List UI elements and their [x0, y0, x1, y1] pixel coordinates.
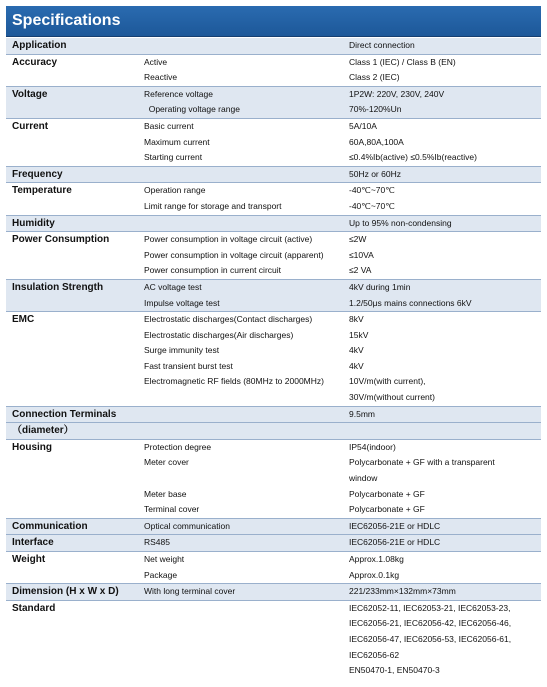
parameter-cell	[144, 406, 349, 423]
spec-row	[6, 328, 541, 344]
spec-row	[6, 135, 541, 151]
spec-row	[6, 70, 541, 86]
spec-row	[6, 535, 541, 552]
value-cell: Polycarbonate + GF	[349, 504, 425, 515]
category-cell: Communication	[6, 518, 144, 535]
category-cell: Standard	[6, 600, 144, 616]
category-cell	[6, 663, 144, 679]
value-cell: 5A/10A	[349, 118, 541, 134]
value-cell: -40℃~70℃	[349, 200, 395, 211]
spec-row	[6, 568, 541, 584]
parameter-cell: Meter base	[144, 488, 187, 499]
spec-row	[6, 199, 541, 215]
spec-row	[6, 600, 541, 616]
parameter-cell: Active	[144, 54, 349, 70]
value-cell: Polycarbonate + GF with a transparent	[349, 457, 495, 468]
value-cell: 4kV	[349, 360, 364, 371]
spec-row	[6, 215, 541, 232]
parameter-cell: Operating voltage range	[144, 102, 349, 118]
parameter-cell	[144, 215, 349, 232]
section-header	[6, 6, 541, 37]
spec-row	[6, 584, 541, 600]
parameter-cell: RS485	[144, 535, 349, 552]
spec-row	[6, 102, 541, 118]
category-cell: Insulation Strength	[6, 279, 144, 295]
value-cell: 9.5mm	[349, 406, 541, 423]
value-cell: ≤2 VA	[349, 265, 372, 276]
value-cell: -40℃~70℃	[349, 183, 541, 199]
value-cell: 15kV	[349, 329, 369, 340]
parameter-cell	[144, 38, 349, 54]
parameter-cell	[144, 648, 349, 664]
category-cell: Temperature	[6, 183, 144, 199]
category-cell: EMC	[6, 312, 144, 328]
spec-row	[6, 663, 541, 679]
category-cell	[6, 502, 144, 518]
parameter-cell: Net weight	[144, 552, 349, 568]
spec-row	[6, 38, 541, 54]
category-cell: Application	[6, 38, 144, 54]
category-cell	[6, 199, 144, 215]
category-cell: Weight	[6, 552, 144, 568]
parameter-cell: Limit range for storage and transport	[144, 200, 282, 211]
parameter-cell: Power consumption in voltage circuit (apparent)	[144, 249, 324, 260]
value-cell: 50Hz or 60Hz	[349, 166, 541, 183]
category-cell: Housing	[6, 439, 144, 455]
parameter-cell: Fast transient burst test	[144, 360, 233, 371]
value-cell: 70%-120%Un	[349, 102, 541, 118]
value-cell: IEC62056-47, IEC62056-53, IEC62056-61,	[349, 633, 512, 644]
spec-row	[6, 183, 541, 199]
spec-row	[6, 312, 541, 328]
section-title: Specifications	[12, 12, 121, 29]
spec-row	[6, 166, 541, 183]
parameter-cell: Terminal cover	[144, 504, 200, 515]
parameter-cell: Reactive	[144, 72, 178, 83]
parameter-cell	[144, 632, 349, 648]
spec-row	[6, 232, 541, 248]
category-cell: Accuracy	[6, 54, 144, 70]
parameter-cell: Maximum current	[144, 136, 210, 147]
parameter-cell	[144, 600, 349, 616]
parameter-cell: Electromagnetic RF fields (80MHz to 2000MHz)	[144, 376, 324, 387]
spec-row	[6, 648, 541, 664]
category-cell	[6, 328, 144, 344]
value-cell: IEC62056-21E or HDLC	[349, 535, 541, 552]
value-cell: IEC62056-21E or HDLC	[349, 518, 541, 535]
value-cell: 1P2W: 220V, 230V, 240V	[349, 86, 541, 102]
value-cell: 10V/m(with current),	[349, 376, 426, 387]
spec-row	[6, 390, 541, 406]
parameter-cell: Basic current	[144, 118, 349, 134]
category-cell: Voltage	[6, 86, 144, 102]
category-cell: Current	[6, 118, 144, 134]
spec-row	[6, 359, 541, 375]
parameter-cell	[144, 616, 349, 632]
parameter-cell: Reference voltage	[144, 86, 349, 102]
parameter-cell: Impulse voltage test	[144, 296, 349, 312]
value-cell: Up to 95% non-condensing	[349, 215, 541, 232]
value-cell: Class 1 (IEC) / Class B (EN)	[349, 54, 541, 70]
value-cell: Approx.1.08kg	[349, 552, 541, 568]
parameter-cell: AC voltage test	[144, 279, 349, 295]
spec-row	[6, 552, 541, 568]
parameter-cell	[144, 663, 349, 679]
category-cell	[6, 359, 144, 375]
parameter-cell: Starting current	[144, 152, 203, 163]
category-cell	[6, 374, 144, 390]
category-cell	[6, 135, 144, 151]
category-cell	[6, 568, 144, 584]
spec-row	[6, 455, 541, 471]
value-cell: 4kV during 1min	[349, 279, 541, 295]
value-cell	[349, 423, 541, 440]
value-cell: 60A,80A,100A	[349, 136, 404, 147]
value-cell: ≤2W	[349, 232, 541, 248]
value-cell: Direct connection	[349, 38, 541, 54]
spec-table	[6, 38, 541, 679]
parameter-cell: With long terminal cover	[144, 584, 349, 600]
category-cell: Power Consumption	[6, 232, 144, 248]
spec-row	[6, 150, 541, 166]
value-cell: IP54(indoor)	[349, 439, 541, 455]
category-cell	[6, 70, 144, 86]
value-cell: Class 2 (IEC)	[349, 72, 400, 83]
category-cell: Frequency	[6, 166, 144, 183]
value-cell: 1.2/50μs mains connections 6kV	[349, 296, 541, 312]
spec-row	[6, 343, 541, 359]
spec-row	[6, 471, 541, 487]
category-cell	[6, 632, 144, 648]
value-cell: Approx.0.1kg	[349, 569, 400, 580]
parameter-cell: Electrostatic discharges(Air discharges)	[144, 329, 294, 340]
spec-row	[6, 632, 541, 648]
spec-row	[6, 86, 541, 102]
spec-row	[6, 406, 541, 423]
category-cell	[6, 390, 144, 406]
category-cell	[6, 471, 144, 487]
value-cell: EN50470-1, EN50470-3	[349, 665, 440, 676]
category-cell	[6, 248, 144, 264]
spec-row	[6, 518, 541, 535]
parameter-cell	[144, 423, 349, 440]
spec-row	[6, 502, 541, 518]
parameter-cell: Optical communication	[144, 518, 349, 535]
parameter-cell: Surge immunity test	[144, 345, 220, 356]
category-cell	[6, 616, 144, 632]
category-cell	[6, 150, 144, 166]
value-cell: 4kV	[349, 345, 364, 356]
category-cell: Dimension (H x W x D)	[6, 584, 144, 600]
parameter-cell: Power consumption in current circuit	[144, 265, 282, 276]
parameter-cell: Protection degree	[144, 439, 349, 455]
parameter-cell	[144, 166, 349, 183]
value-cell: 30V/m(without current)	[349, 392, 435, 403]
parameter-cell: Package	[144, 569, 178, 580]
category-cell: Humidity	[6, 215, 144, 232]
category-cell: Interface	[6, 535, 144, 552]
spec-row	[6, 423, 541, 440]
value-cell: IEC62052-11, IEC62053-21, IEC62053-23,	[349, 600, 541, 616]
spec-row	[6, 279, 541, 295]
spec-row	[6, 54, 541, 70]
category-cell	[6, 343, 144, 359]
value-cell: ≤10VA	[349, 249, 374, 260]
category-cell	[6, 648, 144, 664]
value-cell: IEC62056-21, IEC62056-42, IEC62056-46,	[349, 618, 512, 629]
parameter-cell: Meter cover	[144, 457, 189, 468]
parameter-cell: Operation range	[144, 183, 349, 199]
category-cell: （diameter）	[6, 423, 144, 440]
parameter-cell: Electrostatic discharges(Contact discharges)	[144, 312, 349, 328]
category-cell	[6, 455, 144, 471]
category-cell: Connection Terminals	[6, 406, 144, 423]
spec-row	[6, 439, 541, 455]
category-cell	[6, 263, 144, 279]
value-cell: ≤0.4%Ib(active) ≤0.5%Ib(reactive)	[349, 152, 477, 163]
spec-row	[6, 487, 541, 503]
spec-row	[6, 616, 541, 632]
category-cell	[6, 296, 144, 312]
value-cell: 8kV	[349, 312, 541, 328]
spec-row	[6, 263, 541, 279]
parameter-cell	[144, 471, 349, 487]
spec-row	[6, 296, 541, 312]
value-cell: window	[349, 473, 378, 484]
parameter-cell: Power consumption in voltage circuit (active)	[144, 232, 349, 248]
parameter-cell	[144, 390, 349, 406]
spec-row	[6, 248, 541, 264]
spec-row	[6, 374, 541, 390]
value-cell: Polycarbonate + GF	[349, 488, 425, 499]
value-cell: IEC62056-62	[349, 649, 400, 660]
category-cell	[6, 487, 144, 503]
spec-row	[6, 118, 541, 134]
category-cell	[6, 102, 144, 118]
value-cell: 221/233mm×132mm×73mm	[349, 584, 541, 600]
